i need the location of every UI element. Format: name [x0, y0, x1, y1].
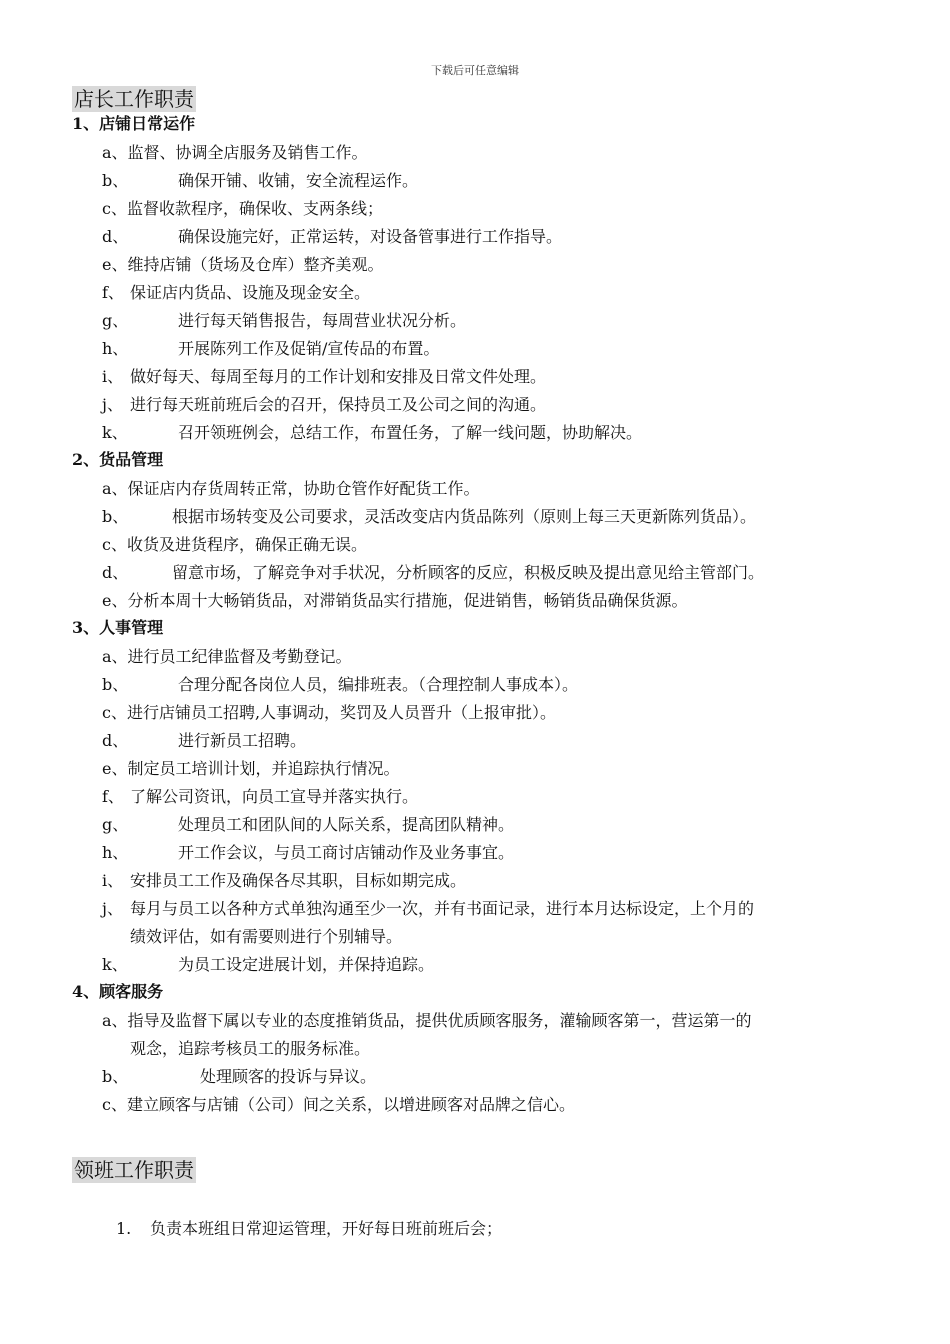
list-item: h、 开工作会议，与员工商讨店铺动作及业务事宜。 [102, 843, 515, 862]
list-item: b、 确保开铺、收铺，安全流程运作。 [102, 171, 419, 190]
list-item: g、 进行每天销售报告，每周营业状况分析。 [102, 311, 467, 330]
list-item: a、进行员工纪律监督及考勤登记。 [102, 647, 352, 666]
list-item: c、建立顾客与店铺（公司）间之关系，以增进顾客对品牌之信心。 [102, 1095, 575, 1114]
header-note: 下载后可任意编辑 [431, 64, 519, 77]
list-item: b、 合理分配各岗位人员，编排班表。（合理控制人事成本）。 [102, 675, 579, 694]
list-item: e、制定员工培训计划，并追踪执行情况。 [102, 759, 400, 778]
section-heading: 2、货品管理 [72, 450, 164, 469]
list-item: j、 每月与员工以各种方式单独沟通至少一次，并有书面记录，进行本月达标设定，上个月的 绩效评估，如有需要则进行个别辅导。 [102, 899, 755, 946]
list-item: d、 确保设施完好，正常运转，对设备管事进行工作指导。 [102, 227, 563, 246]
list-item: f、 了解公司资讯，向员工宣导并落实执行。 [102, 787, 419, 806]
list-item: b、 处理顾客的投诉与异议。 [102, 1067, 377, 1086]
list-item: g、 处理员工和团队间的人际关系，提高团队精神。 [102, 815, 515, 834]
list-item: f、 保证店内货品、设施及现金安全。 [102, 283, 371, 302]
list-item: d、 进行新员工招聘。 [102, 731, 307, 750]
list-item: k、 召开领班例会，总结工作，布置任务，了解一线问题，协助解决。 [102, 423, 643, 442]
section-heading: 3、人事管理 [72, 618, 164, 637]
list-item: j、 进行每天班前班后会的召开，保持员工及公司之间的沟通。 [102, 395, 547, 414]
doc-title-store-manager: 店长工作职责 [74, 87, 194, 111]
section-heading: 1、店铺日常运作 [72, 114, 196, 133]
list-item: b、 根据市场转变及公司要求，灵活改变店内货品陈列（原则上每三天更新陈列货品）。 [102, 507, 757, 526]
list-item: a、保证店内存货周转正常，协助仓管作好配货工作。 [102, 479, 480, 498]
list-item: d、 留意市场，了解竞争对手状况，分析顾客的反应，积极反映及提出意见给主管部门。 [102, 563, 765, 582]
list-item: k、 为员工设定进展计划，并保持追踪。 [102, 955, 435, 974]
list-item: c、进行店铺员工招聘,人事调动，奖罚及人员晋升（上报审批）。 [102, 703, 557, 722]
list-item: i、 安排员工工作及确保各尽其职，目标如期完成。 [102, 871, 467, 890]
doc-title-shift-leader: 领班工作职责 [74, 1158, 194, 1182]
list-item: a、指导及监督下属以专业的态度推销货品，提供优质顾客服务，灌输顾客第一，营运第一的 观念，追踪考核员工的服务标准。 [102, 1011, 752, 1058]
list-item: h、 开展陈列工作及促销/宣传品的布置。 [102, 339, 440, 358]
list-item: c、收货及进货程序，确保正确无误。 [102, 535, 367, 554]
numbered-item: 1. 负责本班组日常迎运管理，开好每日班前班后会； [116, 1219, 503, 1238]
list-item: i、 做好每天、每周至每月的工作计划和安排及日常文件处理。 [102, 367, 547, 386]
list-item: c、监督收款程序，确保收、支两条线； [102, 199, 383, 218]
list-item: e、分析本周十大畅销货品，对滞销货品实行措施，促进销售，畅销货品确保货源。 [102, 591, 688, 610]
section-heading: 4、顾客服务 [72, 982, 164, 1001]
list-item: e、维持店铺（货场及仓库）整齐美观。 [102, 255, 384, 274]
list-item: a、监督、协调全店服务及销售工作。 [102, 143, 368, 162]
